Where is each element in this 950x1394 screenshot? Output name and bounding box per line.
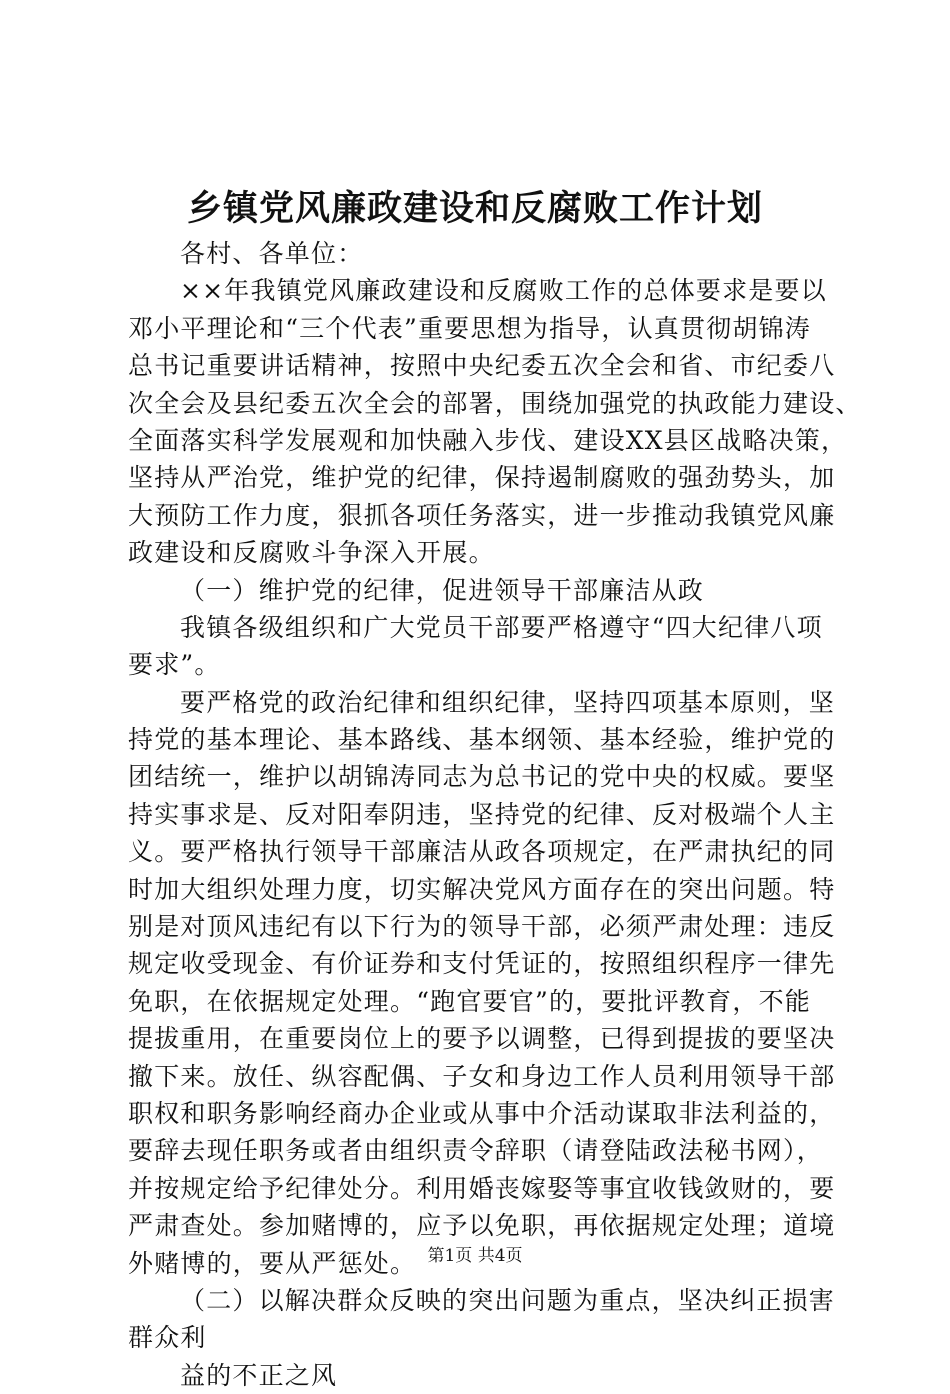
text-line: 各村、各单位： — [180, 239, 364, 268]
text-line: 时加大组织处理力度，切实解决党风方面存在的突出问题。特 — [128, 874, 836, 904]
text-line: 政建设和反腐败斗争深入开展。 — [128, 538, 495, 568]
text-line: 撤下来。放任、纵容配偶、子女和身边工作人员利用领导干部 — [128, 1061, 836, 1091]
text-line: 别是对顶风违纪有以下行为的领导干部，必须严肃处理：违反 — [128, 912, 836, 942]
text-line: 要求”。 — [128, 650, 221, 680]
text-line: 要严格党的政治纪律和组织纪律，坚持四项基本原则，坚 — [180, 687, 836, 717]
text-line: ××年我镇党风廉政建设和反腐败工作的总体要求是要以 — [180, 276, 827, 306]
text-line: 我镇各级组织和广大党员干部要严格遵守“四大纪律八项 — [180, 612, 823, 642]
text-line: 全面落实科学发展观和加快融入步伐、建设XX县区战略决策， — [128, 425, 848, 455]
text-line: 邓小平理论和“三个代表”重要思想为指导，认真贯彻胡锦涛 — [128, 313, 811, 343]
text-line: （二）以解决群众反映的突出问题为重点，坚决纠正损害 — [180, 1285, 836, 1315]
text-line: （一）维护党的纪律，促进领导干部廉洁从政 — [180, 575, 705, 605]
text-line: 义。要严格执行领导干部廉洁从政各项规定，在严肃执纪的同 — [128, 837, 836, 867]
text-line: 大预防工作力度，狠抓各项任务落实，进一步推动我镇党风廉 — [128, 500, 836, 530]
page-footer: 第1页 共4页 — [427, 1246, 523, 1266]
text-line: 总书记重要讲话精神，按照中央纪委五次全会和省、市纪委八 — [128, 351, 836, 381]
text-line: 并按规定给予纪律处分。利用婚丧嫁娶等事宜收钱敛财的，要 — [128, 1173, 836, 1203]
document-body — [128, 235, 862, 1394]
document-title: 乡镇党风廉政建设和反腐败工作计划 — [186, 188, 763, 229]
text-line: 提拔重用，在重要岗位上的要予以调整，已得到提拔的要坚决 — [128, 1024, 836, 1054]
text-line: 次全会及县纪委五次全会的部署，围绕加强党的执政能力建设、 — [128, 388, 862, 418]
text-line: 持党的基本理论、基本路线、基本纲领、基本经验，维护党的 — [128, 725, 836, 755]
text-line: 外赌博的，要从严惩处。 — [128, 1248, 417, 1278]
text-line: 群众利 — [128, 1323, 207, 1353]
text-line: 规定收受现金、有价证券和支付凭证的，按照组织程序一律先 — [128, 949, 836, 979]
text-line: 持实事求是、反对阳奉阴违，坚持党的纪律、反对极端个人主 — [128, 799, 836, 829]
text-line: 益的不正之风 — [180, 1360, 338, 1390]
text-line: 团结统一，维护以胡锦涛同志为总书记的党中央的权威。要坚 — [128, 762, 836, 792]
text-line: 严肃查处。参加赌博的，应予以免职，再依据规定处理；道境 — [128, 1211, 836, 1241]
text-line: 职权和职务影响经商办企业或从事中介活动谋取非法利益的， — [128, 1098, 836, 1128]
text-line: 要辞去现任职务或者由组织责令辞职（请登陆政法秘书网）， — [128, 1136, 823, 1166]
text-line: 坚持从严治党，维护党的纪律，保持遏制腐败的强劲势头，加 — [128, 463, 836, 493]
text-line: 免职，在依据规定处理。“跑官要官”的，要批评教育，不能 — [128, 986, 811, 1016]
